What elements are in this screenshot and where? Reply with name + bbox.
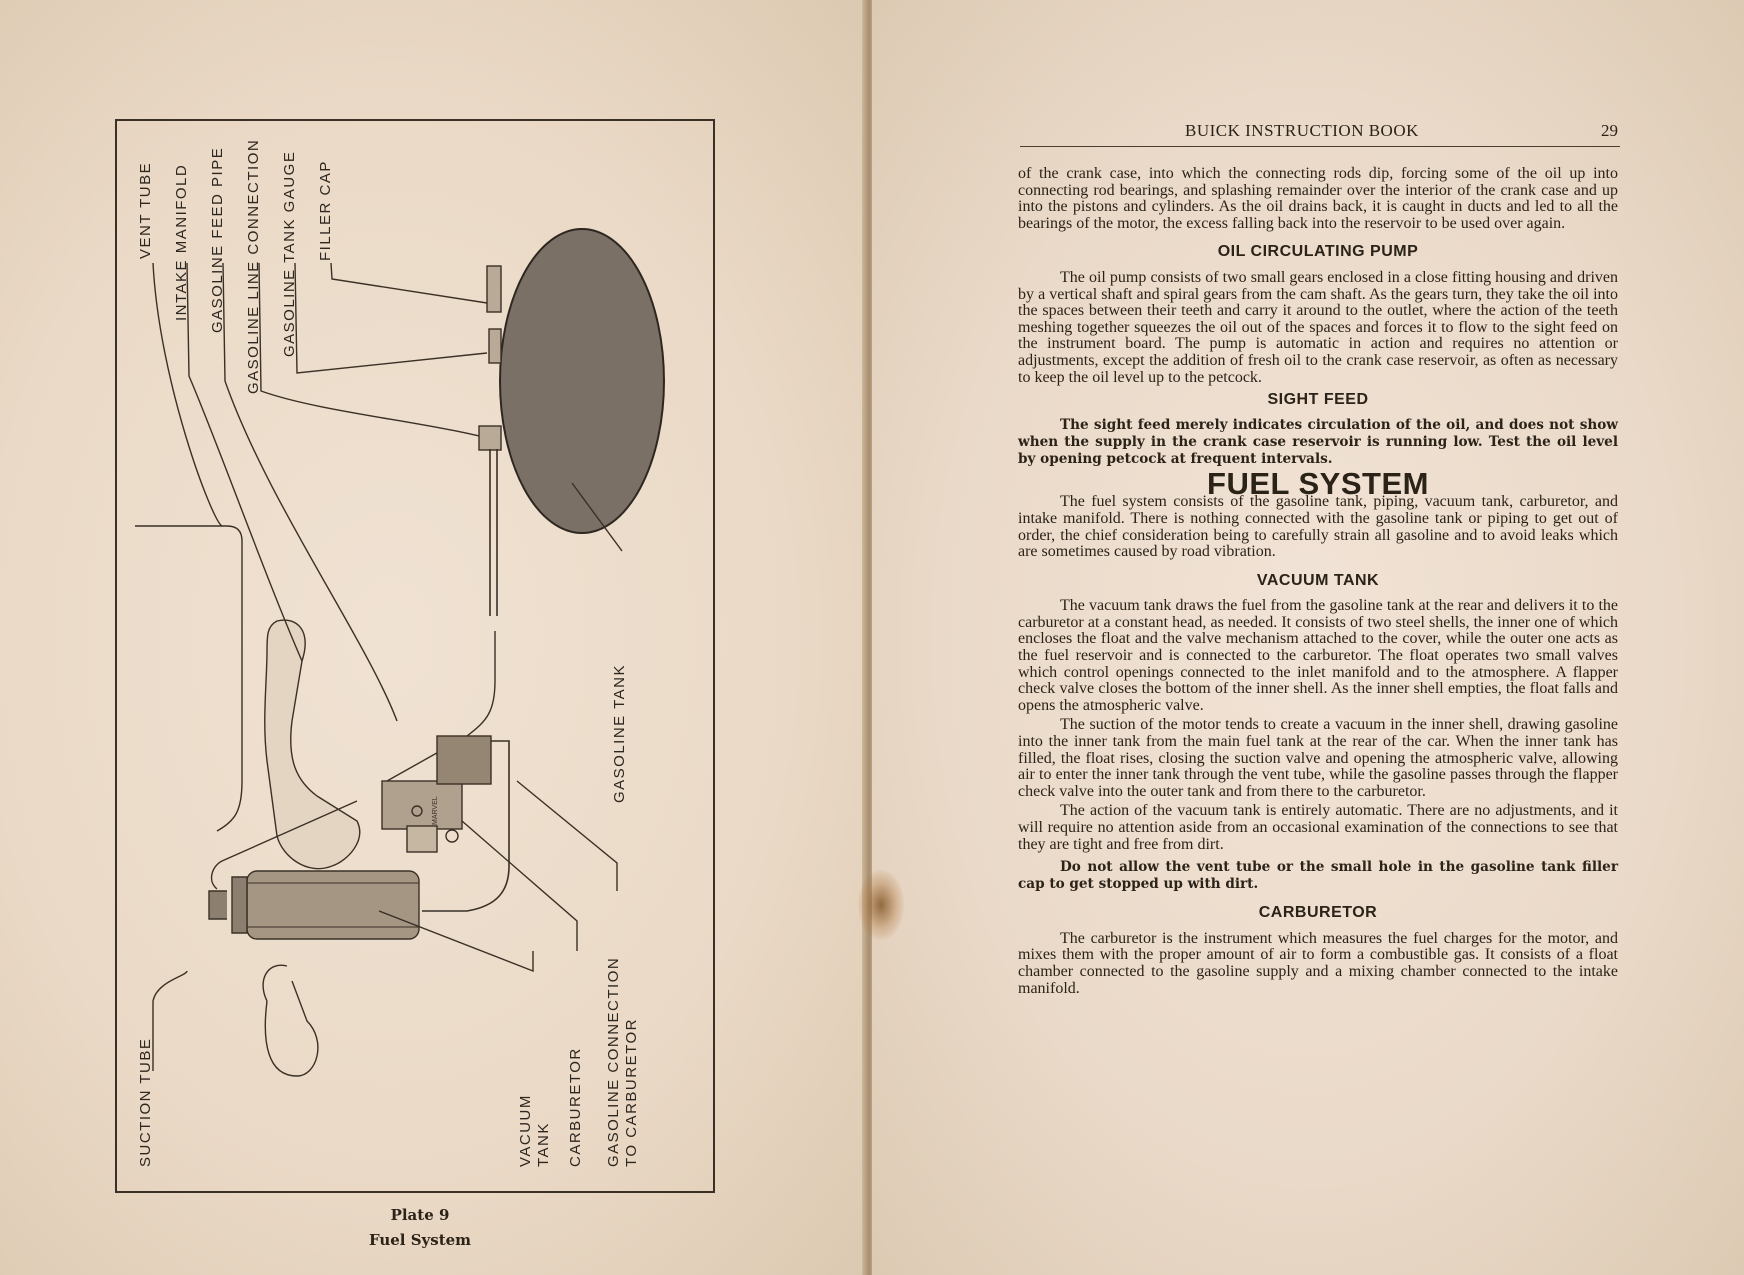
label-filler-cap: FILLER CAP [317, 160, 334, 261]
plate-number: Plate 9 [390, 1206, 450, 1224]
heading-fuel-system: FUEL SYSTEM [1207, 465, 1429, 501]
paragraph-vacuum-3: The action of the vacuum tank is entirely automatic. There are no adjustments, and it will require no attention aside from an occasional examination of the connections to see that they are tight and free from dirt. [1018, 802, 1618, 853]
label-gasoline-connection-line1: GASOLINE CONNECTION [605, 956, 622, 1167]
gasoline-tank-shape [500, 229, 664, 533]
heading-carburetor: CARBURETOR [1258, 904, 1378, 922]
page-header [1020, 120, 1620, 147]
body-text [1018, 166, 1618, 997]
label-vacuum-tank-line1: VACUUM [517, 1094, 534, 1167]
label-gasoline-tank: GASOLINE TANK [611, 664, 628, 803]
paragraph-vacuum-2: The suction of the motor tends to create a vacuum in the inner shell, drawing gasoline into the inner tank from the main fuel tank at the rear of the car. When the inner tank has filled, the float rises, closing the suction valve and opening the atmospheric valve, allowing air to enter the inner tank through the vent tube, while the gasoline passes through the flapper check valve into the outer tank and from there to the carburetor. [1018, 716, 1618, 800]
svg-text:MARVEL: MARVEL [432, 796, 439, 825]
paragraph-vacuum-note: Do not allow the vent tube or the small hole in the gasoline tank filler cap to get stopped up with dirt. [1018, 859, 1618, 893]
carburetor-shape [382, 781, 462, 829]
heading-vacuum-tank: VACUUM TANK [1256, 571, 1380, 589]
label-vacuum-tank-line2: TANK [535, 1122, 552, 1167]
page-number: 29 [1601, 121, 1618, 140]
label-intake-manifold: INTAKE MANIFOLD [173, 163, 190, 321]
water-stain [858, 870, 904, 940]
label-gasoline-feed-pipe: GASOLINE FEED PIPE [209, 146, 226, 333]
paragraph-carburetor: The carburetor is the instrument which measures the fuel charges for the motor, and mixes them with the proper amount of air to form a combustible gas. It consists of a float chamber connected to the gasoline supply and a mixing chamber connected to the intake manifold. [1018, 929, 1618, 997]
running-title: BUICK INSTRUCTION BOOK [1185, 121, 1419, 140]
paragraph-sight-feed: The sight feed merely indicates circulation of the oil, and does not show when the supply in the crank case reservoir is running low. Test the oil level by opening petcock at frequent intervals. [1018, 416, 1618, 467]
paragraph-oil-pump: The oil pump consists of two small gears enclosed in a close fitting housing and driven by a vertical shaft and spiral gears from the cam shaft. As the gears turn, they take the oil into the spaces between their teeth and carry it around to the outlet, where the action of the teeth meshing together squeezes the oil out of the spaces and forces it to flow to the sight feed on the instrument board. The pump is automatic in action and requires no attention or adjustments, except the addition of fresh oil to the crank case reservoir, as often as necessary to keep the oil level up to the petcock. [1018, 268, 1618, 386]
plate-caption: Fuel System [368, 1231, 472, 1249]
label-carburetor: CARBURETOR [567, 1047, 584, 1167]
paragraph-fuel-system: The fuel system consists of the gasoline tank, piping, vacuum tank, carburetor, and intake manifold. There is nothing connected with the gasoline tank or piping to get out of order, the chief consideration being to carefully strain all gasoline and to avoid leaks which are sometimes caused by road vibration. [1018, 493, 1618, 561]
label-gasoline-connection-line2: TO CARBURETOR [623, 1018, 640, 1167]
vacuum-tank-shape [247, 871, 419, 939]
paragraph-intro: of the crank case, into which the connecting rods dip, forcing some of the oil up into connecting rod bearings, and splashing remainder over the interior of the crank case and up into the pistons and cylinders. As the oil drains back, it is caught in ducts and led to all the bearings of the motor, the excess falling back into the reservoir to be used over again. [1018, 165, 1618, 232]
label-gasoline-line-connection: GASOLINE LINE CONNECTION [245, 138, 262, 394]
paragraph-vacuum-1: The vacuum tank draws the fuel from the gasoline tank at the rear and delivers it to the carburetor at a constant head, as needed. It consists of two steel shells, the inner one of which encloses the float and the valve mechanism attached to the cover, while the outer one acts as the fuel reservoir and is connected to the carburetor. The float operates two small valves which control openings connected to the inlet manifold and to the atmosphere. A flapper check valve closes the bottom of the inner shell. As the inner shell empties, the float falls and opens the atmospheric valve. [1018, 597, 1618, 714]
plate-9-figure [115, 119, 715, 1193]
label-gasoline-tank-gauge: GASOLINE TANK GAUGE [281, 150, 298, 357]
label-vent-tube: VENT TUBE [137, 161, 154, 259]
heading-oil-circulating-pump: OIL CIRCULATING PUMP [1217, 243, 1419, 261]
label-suction-tube: SUCTION TUBE [137, 1037, 154, 1167]
heading-sight-feed: SIGHT FEED [1267, 391, 1369, 409]
